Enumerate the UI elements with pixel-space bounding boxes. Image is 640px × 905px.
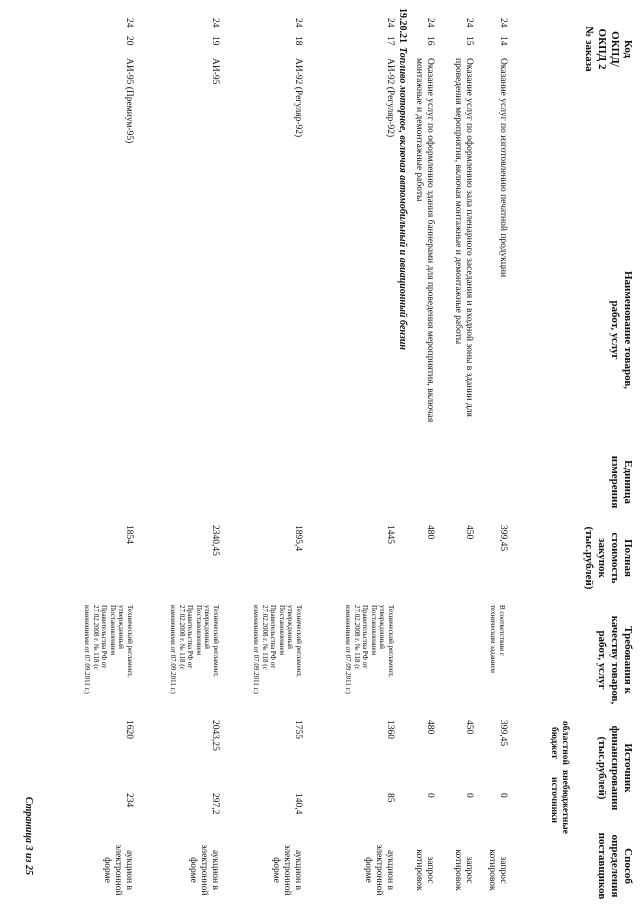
header-cost-1: Полная xyxy=(622,539,634,577)
row-requirements: В соответствии с техническим заданием xyxy=(489,605,506,673)
header-method-2: определения xyxy=(609,834,621,898)
header-source-column xyxy=(595,718,634,818)
header-unit-column xyxy=(608,442,634,522)
section-title: Топливо моторное, включая автомобильный и авиационный бензин xyxy=(397,47,408,350)
row-requirements: Технический регламент, утвержденный Постановлением Правительства РФ от 27.02.2008 г. № 118 (с изменениями от 07.09.2011 г.) xyxy=(252,605,303,694)
row-method: аукцион в электронной форме xyxy=(102,844,134,896)
header-src-regional-2: бюджет xyxy=(549,727,559,759)
header-name-1: Наименование товаров, xyxy=(622,270,634,390)
header-src-extra-2: источники xyxy=(549,777,559,823)
row-cost: 1854 xyxy=(124,525,134,544)
row-method: аукцион в электронной форме xyxy=(188,844,220,896)
header-okpd-1: ОКПД/ xyxy=(609,31,621,67)
row-method: запрос котировок xyxy=(453,849,474,891)
row-name: Оказание услуг по оформлению здания баннерами для проведения мероприятия, включая монтажные и демонтажные работы xyxy=(414,58,435,423)
header-src-extra-1: внебюджетные xyxy=(560,770,570,834)
row-code: 24 xyxy=(464,18,474,28)
row-number: 14 xyxy=(498,36,508,46)
row-cost: 450 xyxy=(464,525,474,540)
header-req-3: работ, услуг xyxy=(596,630,608,690)
row-cost: 480 xyxy=(425,525,435,540)
row-cost: 1895,4 xyxy=(293,525,303,552)
header-cost-2: стоимость xyxy=(609,532,621,584)
row-requirements: Технический регламент, утвержденный Постановлением Правительства РФ от 27.02.2008 г. № 118 (с изменениями от 07.09.2011 г.) xyxy=(169,605,220,694)
header-req-2: качеству товаров, xyxy=(609,615,621,705)
header-code: Код xyxy=(622,39,634,59)
row-name: Оказание услуг по изготовлению печатной продукции xyxy=(498,58,508,278)
header-method-3: поставщиков xyxy=(596,832,608,900)
row-code: 24 xyxy=(210,18,220,28)
row-extra-budget: 234 xyxy=(124,793,134,808)
row-regional-budget: 1755 xyxy=(293,720,303,739)
header-name-2: работ, услуг xyxy=(609,300,621,360)
row-cost: 2340,45 xyxy=(210,525,220,556)
row-regional-budget: 2043,25 xyxy=(210,720,220,751)
row-requirements: Технический регламент, утвержденный Постановлением Правительства РФ от 27.02.2008 г. № 118 (с изменениями от 07.09.2011 г.) xyxy=(83,605,134,694)
header-cost-3: закупок xyxy=(596,538,608,578)
header-src-regional-1: областной xyxy=(560,721,570,765)
row-number: 18 xyxy=(293,36,303,46)
row-regional-budget: 450 xyxy=(464,720,474,735)
header-src-3: (тыс.рублей) xyxy=(596,736,608,800)
row-regional-budget: 399,45 xyxy=(498,720,508,747)
page-number: Страница 3 из 25 xyxy=(23,796,34,875)
row-regional-budget: 1360 xyxy=(385,720,395,739)
header-unit-2: измерения xyxy=(609,455,621,509)
header-method-1: Способ xyxy=(622,848,634,884)
row-method: запрос котировок xyxy=(487,849,508,891)
row-number: 17 xyxy=(385,36,395,46)
row-number: 16 xyxy=(425,36,435,46)
row-name: АИ-95 xyxy=(210,58,220,85)
row-name: Оказание услуг по оформлению зала пленарного заседания и входной зоны в здании для проведения мероприятия, включая монтажные и демонтажные работы xyxy=(453,58,474,417)
row-name: АИ-95 (Премиум-95) xyxy=(124,58,134,144)
header-src-2: финансирования xyxy=(609,725,621,811)
row-name: АИ-92 (Регуляр-92) xyxy=(293,58,303,138)
header-cost-4: (тыс.рублей) xyxy=(583,526,595,590)
row-extra-budget: 0 xyxy=(425,793,435,798)
row-regional-budget: 1620 xyxy=(124,720,134,739)
row-method: аукцион в электронной форме xyxy=(271,844,303,896)
header-requirements-column xyxy=(595,605,634,715)
header-src-extra xyxy=(548,770,570,834)
row-code: 24 xyxy=(124,18,134,28)
header-src-regional xyxy=(548,718,570,768)
row-number: 15 xyxy=(464,36,474,46)
row-extra-budget: 0 xyxy=(498,793,508,798)
row-number: 20 xyxy=(124,36,134,46)
header-cost-column xyxy=(582,518,634,598)
header-unit-1: Единица xyxy=(622,460,634,504)
row-extra-budget: 140,4 xyxy=(293,793,303,815)
row-requirements: Технический регламент, утвержденный Постановлением Правительства РФ от 27.02.2008 г. № 118 (с изменениями от 07.09.2011 г.) xyxy=(344,605,395,694)
section-code: 19.20.21 xyxy=(397,8,408,43)
row-cost: 399,45 xyxy=(498,525,508,552)
row-regional-budget: 480 xyxy=(425,720,435,735)
row-name: АИ-92 (Регуляр-92) xyxy=(385,58,395,138)
header-order-no: № заказа xyxy=(583,26,595,72)
row-code: 24 xyxy=(293,18,303,28)
row-number: 19 xyxy=(210,36,220,46)
row-extra-budget: 85 xyxy=(385,793,395,803)
row-code: 24 xyxy=(425,18,435,28)
section-heading xyxy=(397,8,408,350)
header-method-column xyxy=(595,828,634,904)
header-src-1: Источник xyxy=(622,743,634,793)
row-method: запрос котировок xyxy=(414,849,435,891)
row-code: 24 xyxy=(498,18,508,28)
row-method: аукцион в электронной форме xyxy=(363,844,395,896)
row-cost: 1445 xyxy=(385,525,395,544)
header-okpd-2: ОКПД 2 xyxy=(596,28,608,70)
header-code-column xyxy=(582,14,634,84)
row-extra-budget: 297,2 xyxy=(210,793,220,815)
row-extra-budget: 0 xyxy=(464,793,474,798)
header-req-1: Требования к xyxy=(622,626,634,694)
header-name-column xyxy=(608,235,634,425)
row-code: 24 xyxy=(385,18,395,28)
